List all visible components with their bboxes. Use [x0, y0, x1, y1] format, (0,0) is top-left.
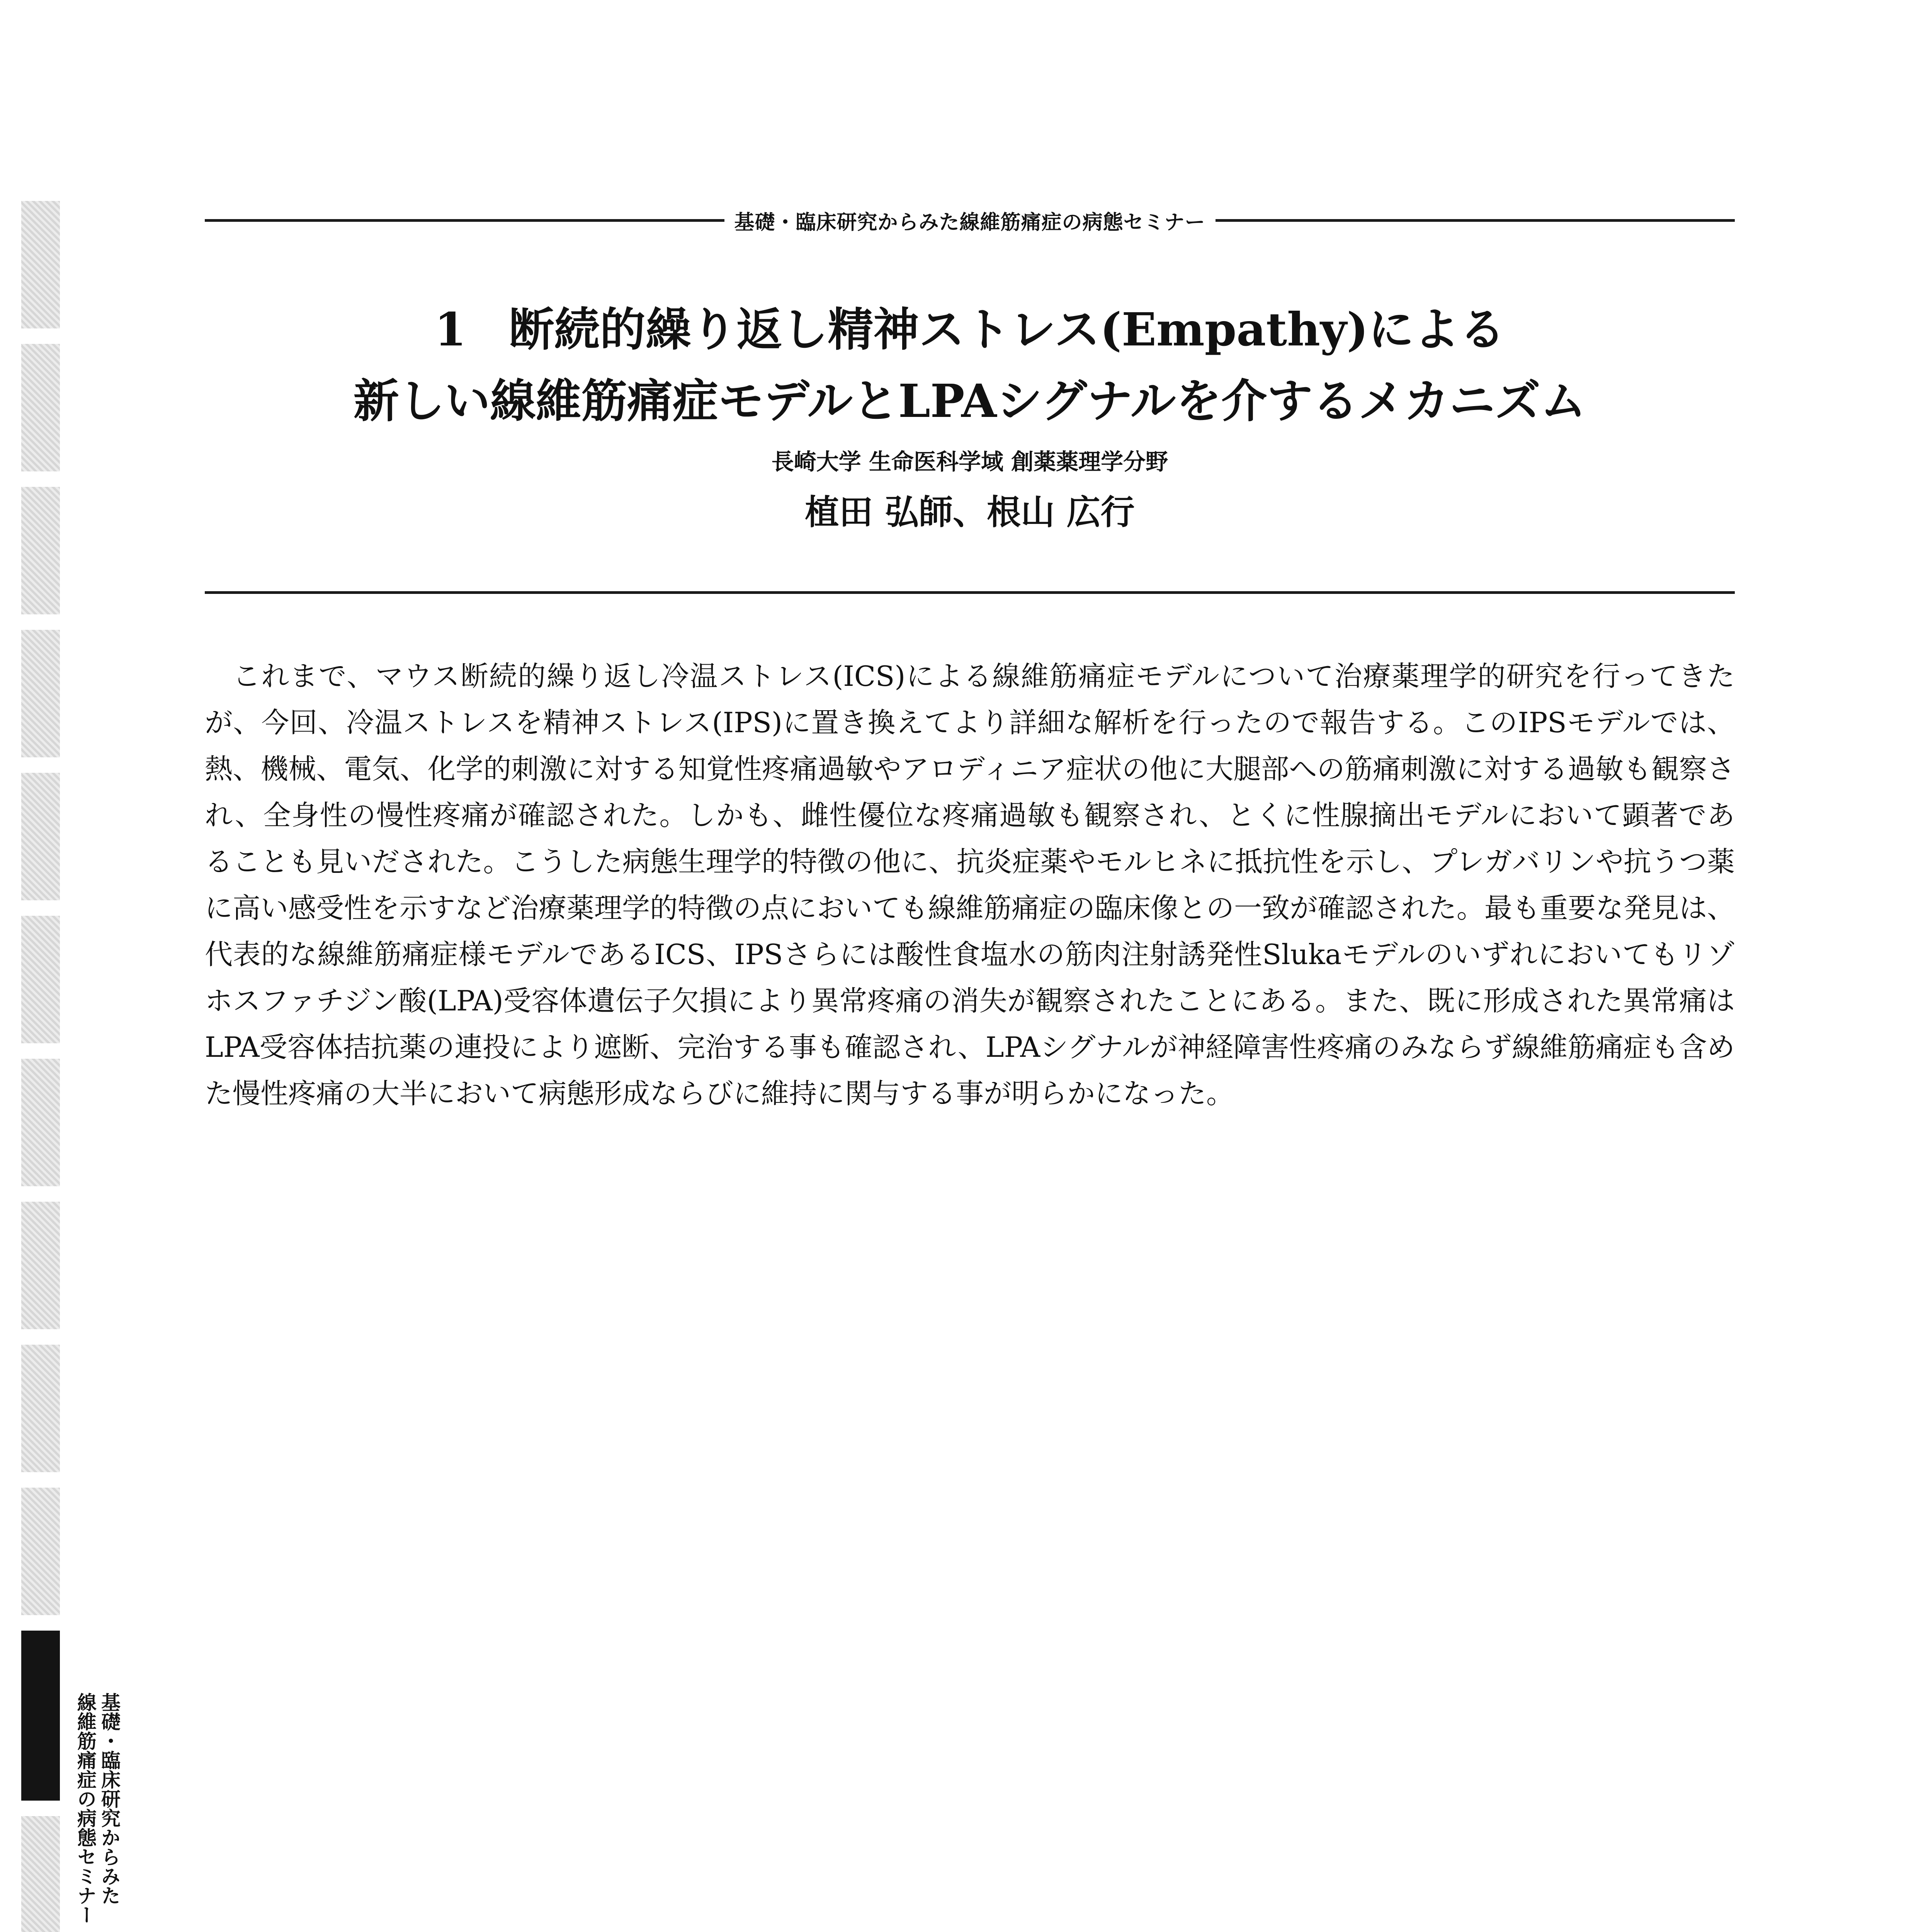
side-tab-label	[73, 1692, 121, 1924]
side-tab-active	[21, 1631, 60, 1801]
running-header	[205, 201, 1735, 240]
side-tab	[21, 1816, 60, 1932]
author-names: 植田 弘師、根山 広行	[805, 492, 1135, 532]
side-tab	[21, 630, 60, 757]
side-tab	[21, 773, 60, 900]
side-tab	[21, 1488, 60, 1615]
side-tab	[21, 1202, 60, 1329]
title-line-2: 新しい線維筋痛症モデルとLPAシグナルを介するメカニズム	[353, 374, 1586, 428]
running-header-text: 基礎・臨床研究からみた線維筋痛症の病態セミナー	[734, 211, 1205, 234]
side-tab	[21, 1059, 60, 1186]
side-tab-label-line-1: 基礎・臨床研究からみた	[98, 1692, 121, 1905]
article-title	[205, 294, 1735, 437]
header-rule-right	[1216, 219, 1735, 222]
side-tab	[21, 201, 60, 328]
side-tab	[21, 344, 60, 471]
side-tab-label-line-2: 線維筋痛症の病態セミナー	[74, 1692, 97, 1924]
title-line-1-text: 断続的繰り返し精神ストレス(Empathy)による	[508, 303, 1505, 356]
title-line-1	[205, 294, 1735, 365]
side-tab	[21, 916, 60, 1043]
title-divider	[205, 591, 1735, 594]
abstract-body: これまで、マウス断続的繰り返し冷温ストレス(ICS)による線維筋痛症モデルについて治療薬理学的研究を行ってきたが、今回、冷温ストレスを精神ストレス(IPS)に置き換えてより詳細な解析を行ったので報告する。このIPSモデルでは、熱、機械、電気、化学的刺激に対する知覚性疼痛過敏やアロディニア症状の他に大腿部への筋痛刺激に対する過敏も観察され、全身性の慢性疼痛が確認された。しかも、雌性優位な疼痛過敏も観察され、とくに性腺摘出モデルにおいて顕著であることも見いだされた。こうした病態生理学的特徴の他に、抗炎症薬やモルヒネに抵抗性を示し、プレガバリンや抗うつ薬に高い感受性を示すなど治療薬理学的特徴の点においても線維筋痛症の臨床像との一致が確認された。最も重要な発見は、代表的な線維筋痛症様モデルであるICS、IPSさらには酸性食塩水の筋肉注射誘発性Slukaモデルのいずれにおいてもリゾホスファチジン酸(LPA)受容体遺伝子欠損により異常疼痛の消失が観察されたことにある。また、既に形成された異常痛はLPA受容体拮抗薬の連投により遮断、完治する事も確認され、LPAシグナルが神経障害性疼痛のみならず線維筋痛症も含めた慢性疼痛の大半において病態形成ならびに維持に関与する事が明らかになった。	[205, 660, 1735, 1110]
article-number: 1	[434, 303, 466, 356]
header-rule-left	[205, 219, 724, 222]
side-tab	[21, 1345, 60, 1472]
author-affiliation: 長崎大学 生命医科学域 創薬薬理学分野	[771, 449, 1168, 475]
side-tab	[21, 487, 60, 614]
side-index-tabs	[21, 201, 60, 1932]
